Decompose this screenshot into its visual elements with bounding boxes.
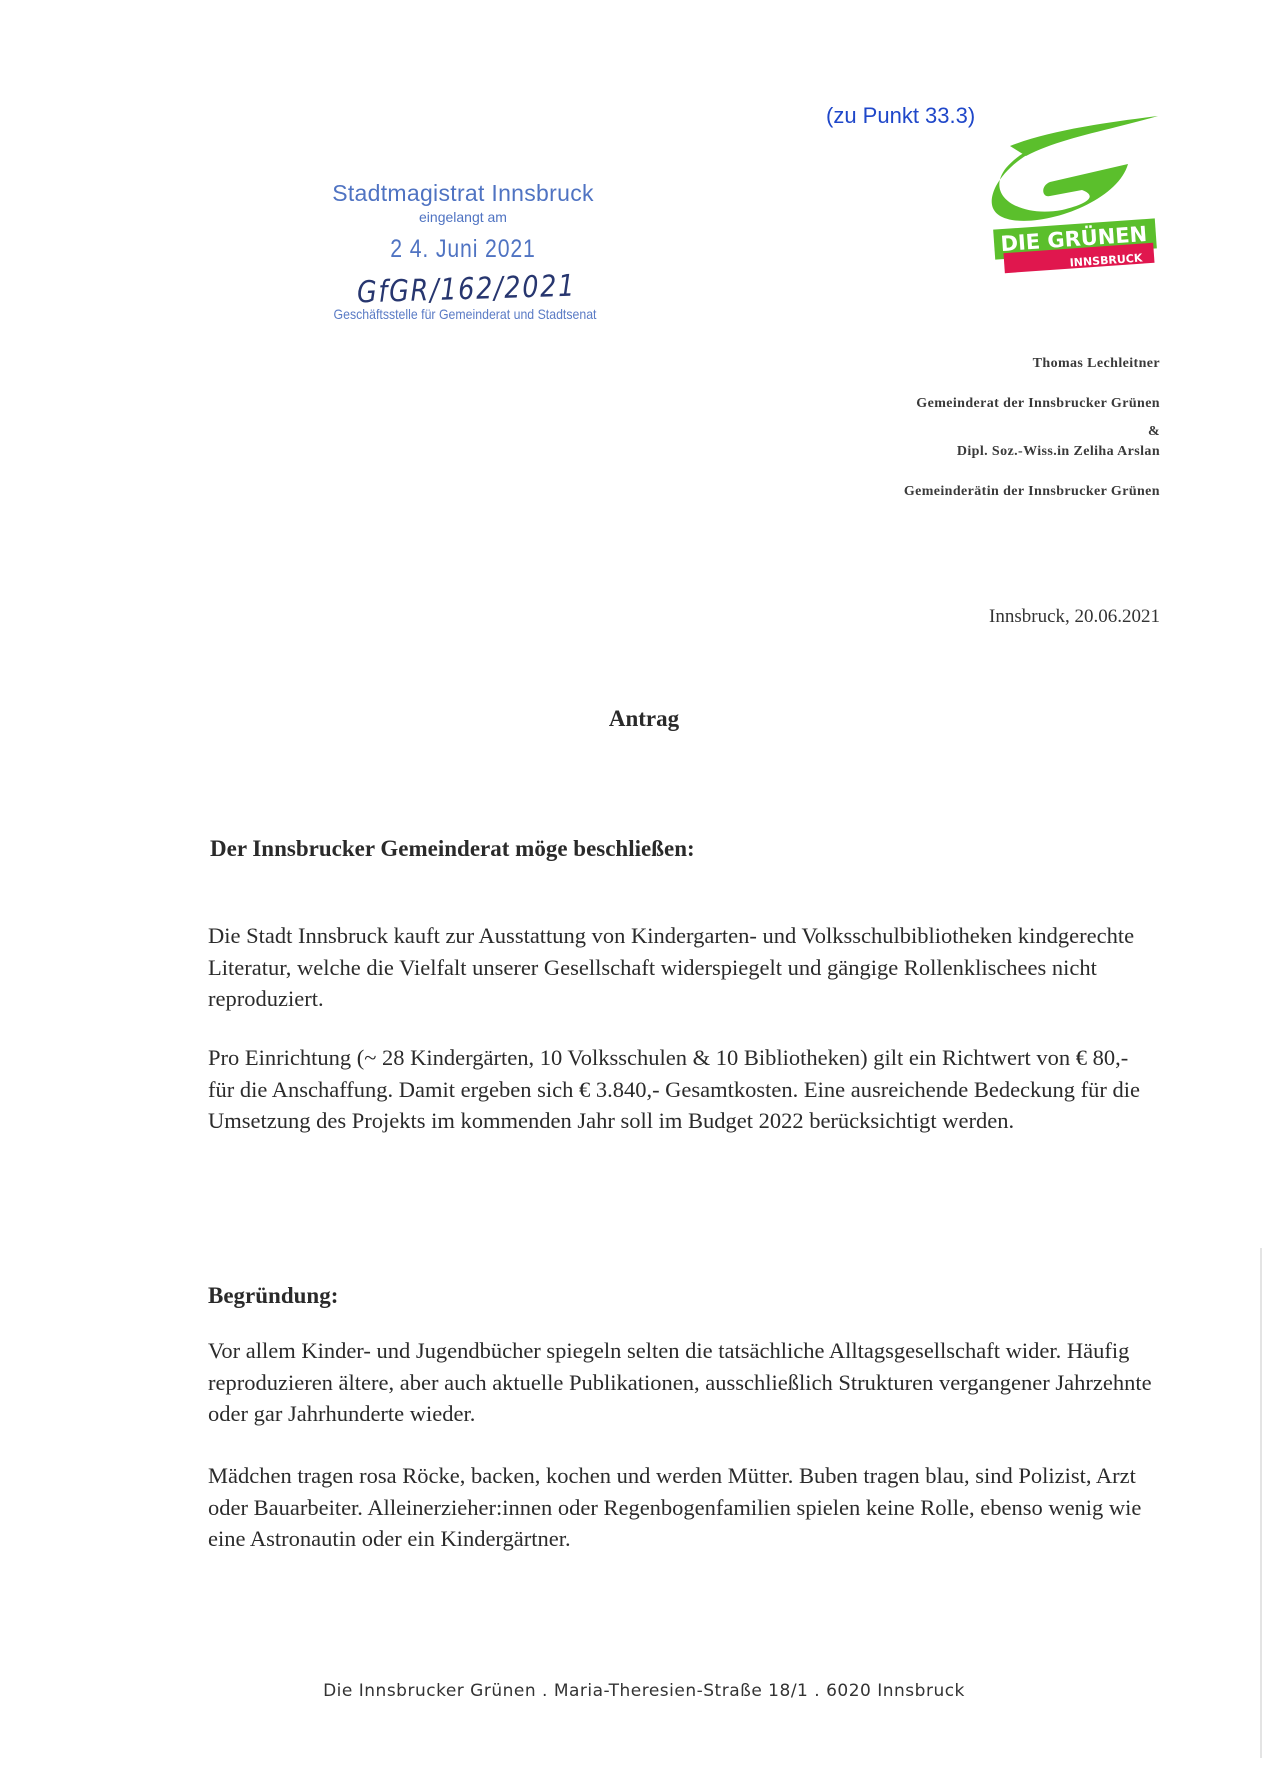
stamp-received-label: eingelangt am	[419, 209, 507, 225]
reference-note: (zu Punkt 33.3)	[826, 103, 976, 128]
signer-name-2: Dipl. Soz.-Wiss.in Zeliha Arslan	[956, 444, 1160, 459]
place-date: Innsbruck, 20.06.2021	[989, 606, 1160, 627]
signers-block	[904, 356, 1160, 504]
received-stamp	[318, 180, 608, 330]
logo-graphic	[990, 116, 1162, 288]
signer-ampersand: &	[1147, 424, 1160, 439]
paragraph-3: Vor allem Kinder- und Jugendbücher spiegeln selten die tatsächliche Alltagsgesellschaft wider. Häufig reproduzieren ältere, aber auch aktuelle Publikationen, ausschließlich Strukturen vergangener Jahrzehnte oder gar Jahrhunderte wieder.	[208, 1338, 1152, 1426]
document-heading: Antrag	[608, 706, 680, 731]
stamp-office: Stadtmagistrat Innsbruck	[332, 180, 594, 206]
footer-address: Die Innsbrucker Grünen . Maria-Theresien-Straße 18/1 . 6020 Innsbruck	[323, 1681, 965, 1701]
stamp-file-number: GfGR/162/2021	[356, 268, 577, 311]
stamp-department: Geschäftsstelle für Gemeinderat und Stadtsenat	[333, 306, 597, 322]
paragraph-4: Mädchen tragen rosa Röcke, backen, kochen und werden Mütter. Buben tragen blau, sind Polizist, Arzt oder Bauarbeiter. Alleinerzieher:innen oder Regenbogenfamilien spielen keine Rolle, ebenso wenig wie eine Astronautin oder ein Kindergärtner.	[208, 1463, 1142, 1551]
signer-role-1: Gemeinderat der Innsbrucker Grünen	[916, 396, 1160, 411]
stamp-date: 2 4. Juni 2021	[390, 235, 536, 263]
logo-line2: INNSBRUCK	[1069, 251, 1143, 270]
die-gruenen-logo	[990, 116, 1162, 288]
signer-name-1: Thomas Lechleitner	[1032, 356, 1160, 371]
logo-line1: DIE GRÜNEN	[999, 221, 1148, 257]
paragraph-1: Die Stadt Innsbruck kauft zur Ausstattung von Kindergarten- und Volksschulbibliotheken kindgerechte Literatur, welche die Vielfalt unserer Gesellschaft widerspiegelt und gängige Rollenklischees nicht reproduziert.	[208, 923, 1135, 1011]
motion-line: Der Innsbrucker Gemeinderat möge beschließen:	[210, 836, 695, 861]
section-subheading: Begründung:	[208, 1283, 339, 1308]
paragraph-2: Pro Einrichtung (~ 28 Kindergärten, 10 Volksschulen & 10 Bibliotheken) gilt ein Richtwert von € 80,- für die Anschaffung. Damit ergeben sich € 3.840,- Gesamtkosten. Eine ausreichende Bedeckung für die Umsetzung des Projekts im kommenden Jahr soll im Budget 2022 berücksichtigt werden.	[208, 1045, 1141, 1133]
signer-role-2: Gemeinderätin der Innsbrucker Grünen	[903, 484, 1160, 499]
